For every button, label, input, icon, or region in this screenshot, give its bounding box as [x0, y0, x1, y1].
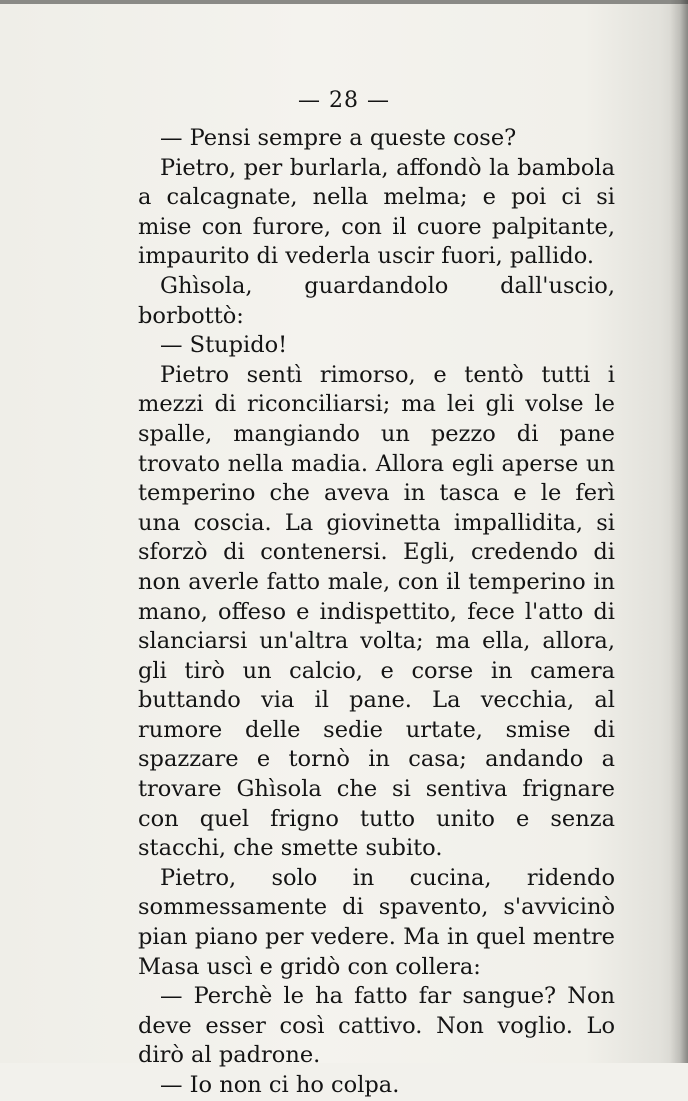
paragraph: Pietro, solo in cucina, ridendo sommessamente di spavento, s'avvicinò pian piano per vedere. Ma in quel mentre Masa uscì e gridò con collera: [138, 864, 615, 980]
paragraph: Ghìsola, guardandolo dall'uscio, borbottò: [138, 272, 615, 329]
page-number: — 28 — [298, 88, 390, 113]
body-text [138, 124, 615, 1101]
paragraph: — Io non ci ho colpa. [160, 1072, 400, 1098]
paragraph: — Stupido! [160, 332, 288, 359]
paragraph: Pietro, per burlarla, affondò la bambola a calcagnate, nella melma; e poi ci si mise con furore, con il cuore palpitante, impaurito di vederla uscir fuori, pallido. [138, 154, 615, 270]
paragraph: — Perchè le ha fatto far sangue? Non deve esser così cattivo. Non voglio. Lo dirò al padrone. [138, 983, 615, 1069]
paragraph: — Pensi sempre a queste cose? [160, 125, 517, 151]
page-gutter-shadow [670, 0, 688, 1063]
paragraph: Pietro sentì rimorso, e tentò tutti i mezzi di riconciliarsi; ma lei gli volse le spalle, mangiando un pezzo di pane trovato nella madia. Allora egli aperse un temperino che aveva in tasca e le ferì una coscia. La giovinetta impallidita, si sforzò di contenersi. Egli, credendo di non averle fatto male, con il temperino in mano, offeso e indispettito, fece l'atto di slanciarsi un'altra volta; ma ella, allora, gli tirò un calcio, e corse in camera buttando via il pane. La vecchia, al rumore delle sedie urtate, smise di spazzare e tornò in casa; andando a trovare Ghìsola che si sentiva frignare con quel frigno tutto unito e senza stacchi, che smette subito. [138, 361, 615, 862]
page-top-edge [0, 0, 688, 4]
